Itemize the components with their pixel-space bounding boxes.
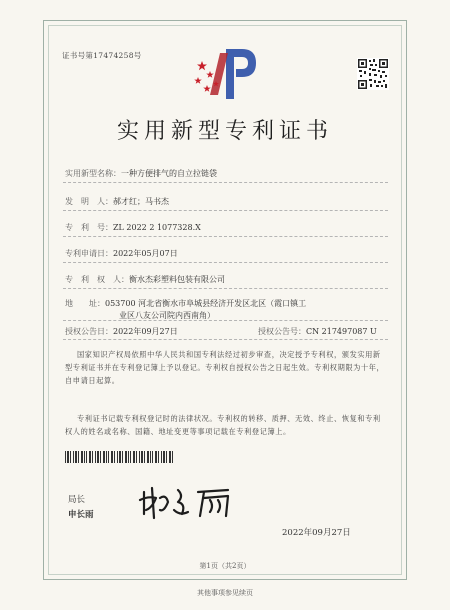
field-address: [65, 298, 306, 309]
field-value: CN 217497087 U: [306, 327, 377, 336]
field-label: 专 利 权 人：: [65, 275, 129, 284]
footer-note: 其他事项参见续页: [197, 589, 253, 597]
field-label: 授权公告日：: [65, 327, 113, 336]
certificate-title: 实用新型专利证书: [116, 119, 333, 144]
divider: [63, 320, 388, 321]
director-signature: [138, 482, 238, 522]
grant-statement: 国家知识产权局依照中华人民共和国专利法经过初步审查，决定授予专利权，颁发实用新型专利证书并在专利登记簿上予以登记。专利权自授权公告之日起生效。专利权期限为十年，自申请日起算。: [65, 350, 385, 385]
qr-code: [357, 58, 389, 90]
field-grant-info: [65, 326, 377, 337]
field-label: 实用新型名称：: [65, 169, 121, 178]
barcode: [65, 451, 175, 463]
field-grant-number: [258, 326, 377, 337]
patent-office-emblem-icon: [190, 43, 262, 105]
divider: [63, 236, 388, 237]
field-value: 郝才红；马书杰: [113, 197, 169, 206]
field-value: ZL 2022 2 1077328.X: [113, 223, 201, 232]
field-inventor: [65, 196, 169, 207]
field-utility-model-name: [65, 168, 217, 179]
field-filing-date: [65, 248, 178, 259]
divider: [63, 182, 388, 183]
divider: [63, 339, 388, 340]
director-title: 局长: [68, 495, 86, 505]
field-label: 专利申请日：: [65, 249, 113, 258]
field-value: 业区八友公司院内西南角）: [119, 311, 215, 320]
field-value: 2022年09月27日: [113, 327, 178, 336]
certificate-number: 证书号第17474258号: [62, 51, 142, 60]
field-value: 衡水杰彩塑料包装有限公司: [129, 275, 225, 284]
field-label: 地 址：: [65, 299, 105, 308]
field-label: 发 明 人：: [65, 197, 113, 206]
field-value: 一种方便排气的自立拉链袋: [121, 169, 217, 178]
divider: [63, 288, 388, 289]
field-label: 授权公告号：: [258, 327, 306, 336]
page-number: 第1页（共2页）: [199, 562, 251, 570]
field-label: 专 利 号：: [65, 223, 113, 232]
divider: [63, 210, 388, 211]
field-patentee: [65, 274, 225, 285]
field-patent-number: [65, 222, 201, 233]
issue-date: 2022年09月27日: [282, 528, 351, 538]
divider: [63, 262, 388, 263]
legal-status-statement: 专利证书记载专利权登记时的法律状况。专利权的转移、质押、无效、终止、恢复和专利权人的姓名或名称、国籍、地址变更等事项记载在专利登记簿上。: [65, 414, 381, 436]
field-value: 2022年05月07日: [113, 249, 178, 258]
field-value: 053700 河北省衡水市阜城县经济开发区北区（霞口镇工: [105, 299, 307, 308]
director-name: 申长雨: [68, 510, 94, 520]
